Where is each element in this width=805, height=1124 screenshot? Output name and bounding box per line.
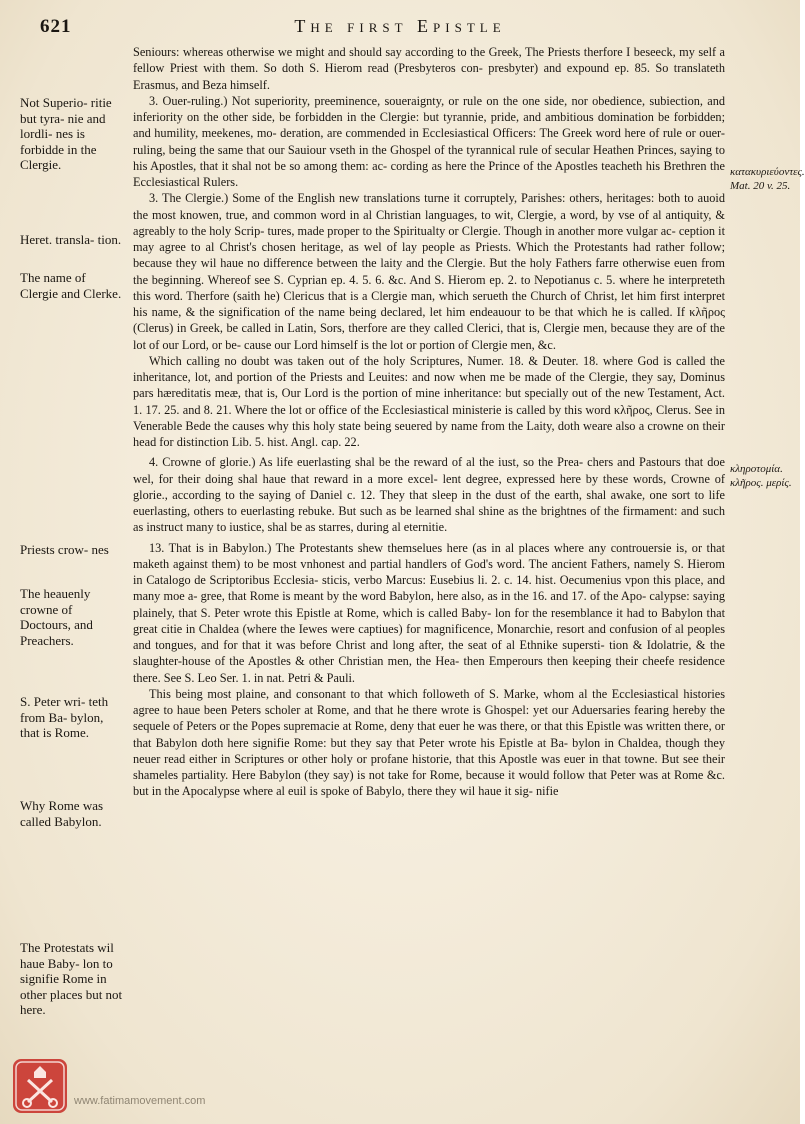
running-header	[20, 14, 780, 42]
paragraph-ouer-ruling: 3. Ouer-ruling.) Not superiority, preeminence, soueraignty, or rule on the one side, nor obedience, subiection, and inferiority on the other side, be forbidden in the Clergie: but tyrannie, pride, and ambitious domination be forbidden; and humility, meekenes, mo- deration, are commended in Ecclesiastical Officers: The Greek word here of rule or ouer-ruling, being the same that our Sauiour vseth in the Ghospel of the tyrannical rule of secular Heathen Princes, saying to his Apostles, that it shal not be so among them: ac- cording as here the Prince of the Apostles teacheth his Brethren the Ecclesiastical Rulers.	[133, 93, 725, 189]
margin-note-text: Heret. transla- tion.	[20, 232, 122, 247]
margin-note-text: Why Rome was called Babylon.	[20, 798, 104, 829]
margin-note-heret-translation	[20, 232, 126, 248]
margin-note-text: The Protestats wil haue Baby- lon to signifie Rome in other places but not here.	[20, 940, 123, 1017]
paragraph-calling: Which calling no doubt was taken out of the holy Scriptures, Numer. 18. & Deuter. 18. where God is called the inheritance, lot, and portion of the Priests and Leuites: and now when me be made of the Clergie, they say, Dominus pars hæreditatis meæ, that is, Our Lord is the portion of mine inheritance: but specially out of the new Testament, Act. 1. 17. 25. and 8. 21. Where the lot or office of the Ecclesiastical ministerie is called by this word κλῆρος, Clerus. See in Venerable Bede the causes why this holy state being seuered by name from the Laity, doth weare also a crowne on their head for distinction Lib. 5. hist. Angl. cap. 22.	[133, 353, 725, 449]
right-note-greek-2	[730, 462, 796, 490]
right-note-text: κατακυριεύοντες. Mat. 20 v. 25.	[730, 166, 805, 192]
right-note-greek-1	[730, 165, 805, 193]
margin-note-text: The name of Clergie and Clerke.	[20, 270, 122, 301]
page-number: 621	[40, 16, 72, 37]
margin-note-protestants-babylon	[20, 940, 126, 1018]
margin-note-priests-crownes	[20, 542, 126, 558]
margin-note-peter-babylon	[20, 694, 126, 741]
main-text	[133, 44, 725, 1089]
margin-note-text: The heauenly crowne of Doctours, and Preachers.	[20, 586, 93, 648]
papal-keys-seal-icon	[12, 1058, 68, 1114]
paragraph-plaine: This being most plaine, and consonant to that which followeth of S. Marke, whom al the Ecclesiastical histories agree to haue been Peters scholer at Rome, and that he there wrote is Ghospel: yet our Aduersaries fearing hereby the sequele of Peters or the Popes supremacie at Rome, deny that euer he was there, or that this Epistle was written there, or that Babylon doth here signifie Rome: but they say that Peter wrote his Epistle at Ba- bylon in Chaldea, though they neuer read either in Scriptures or other holy or profane historie, that this Apostle was euer in that towne. But see their shameles partiality. Here Babylon (they say) is not take for Rome, because it would follow that Peter was at Rome &c. but in the Apocalypse where al euil is spoke of Babylo, there they wil haue it sig- nifie	[133, 686, 725, 799]
paragraph-crowne-of-glorie: 4. Crowne of glorie.) As life euerlasting shal be the reward of al the iust, so the Prea- chers and Pastours that doe wel, for their doing shal haue that reward in a more excel- lent degree, expressed here by these words, Crowne of glorie., according to the saying of Daniel c. 12. They that sleep in the dust of the earth, shal awake, one sort to life euerlasting, others to euerlasting rebuke. But such as be learned shal shine as the brightnes of the firmament: and such as instruct many to iustice, shal be as starres, during al eternitie.	[133, 455, 725, 535]
margin-note-name-of-clergie	[20, 270, 126, 301]
margin-note-text: S. Peter wri- teth from Ba- bylon, that is Rome.	[20, 694, 109, 740]
paragraph-babylon: 13. That is in Babylon.) The Protestants shew themselues here (as in al places where any controuersie is, or that maketh against them) to be most vnhonest and partial handlers of God's word. The ancient Fathers, namely S. Hierom in Catalogo de Scriptoribus Ecclesia- sticis, verbo Marcus: Eusebius li. 2. c. 14. hist. Oecumenius vpon this place, and many moe a- gree, that Rome is meant by the word Babylon, here also, as in the 16. and 17. of the Apo- calypse: saying plainely, that S. Peter wrote this Epistle at Rome, which is called Baby- lon for the resemblance it had to Babylon that great citie in Chaldea (where the Iewes were captiues) for magnificence, Monarchie, resort and confusion of al peoples and tongues, and for that it was before Christ and long after, the seat of al Ethnike supersti- tion & Idolatrie, & the slaughter-house of the Apostles & other Christian men, the Hea- then Emperours then keeping their cheefe residence there. See S. Leo Ser. 1. in nat. Petri & Pauli.	[133, 540, 725, 685]
margin-note-heavenly-crowne	[20, 586, 126, 648]
page-title: The first Epistle	[294, 16, 506, 36]
margin-note-not-superiority	[20, 95, 126, 173]
paragraph-clergie: 3. The Clergie.) Some of the English new translations turne it corruptely, Parishes: others, heritages: both to auoid the most knowen, true, and common word in al Christian languages, to wit, Clergie, a word, by vse of al antiquity, & agreably to the holy Scrip- tures, made proper to the Spiritualty or Clergie. Though in another more vulgar ac- ception it may agree to al Christ's chosen heritage, as wel of lay people as Priests. Which the Protestants had rather follow; because they wil haue no difference between the laity and the Clergie. But the holy Fathers farre otherwise euen from the beginning. Whereof see S. Cyprian ep. 4. 5. 6. &c. And S. Hierom ep. 2. to Nepotianus c. 5. where he interpreteth this word. Therfore (saith he) Clericus that is a Clergie man, which serueth the Church of Christ, let him first interpret his name, & the signification of the name being declared, let him endeauour to be that which he is called. If κλῆρος (Clerus) in Greek, be called in Latin, Sors, therfore are they called Clerici, that is, Clergie men, because they are of the lot of our Lord, or be- cause our Lord himself is the lot or portion of Clergie men, &c.	[133, 191, 725, 352]
paragraph-seniours: Seniours: whereas otherwise we might and should say according to the Greek, The Priests therfore I beseeck, my self a fellow Priest with them. So doth S. Hierom read (Presbyteros con- presbyter) and expound ep. 85. So translateth Erasmus, and Beza himself.	[133, 45, 725, 92]
margin-note-text: Priests crow- nes	[20, 542, 109, 557]
margin-note-text: Not Superio- ritie but tyra- nie and lordli- nes is forbidde in the Clergie.	[20, 95, 112, 172]
right-note-text: κληροτομία. κλῆρος. μερίς.	[730, 463, 792, 489]
margin-note-why-rome-babylon	[20, 798, 126, 829]
website-watermark: www.fatimamovement.com	[74, 1095, 206, 1107]
